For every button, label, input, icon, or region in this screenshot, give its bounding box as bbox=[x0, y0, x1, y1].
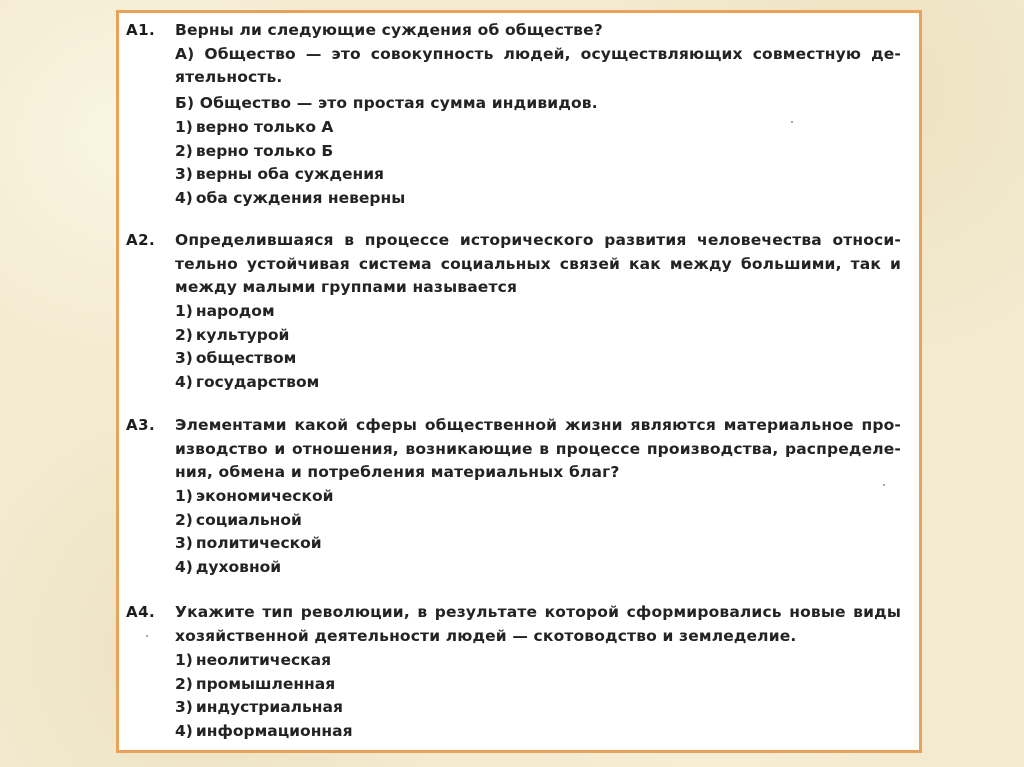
option-number: 3) bbox=[175, 165, 193, 183]
option-label: информационная bbox=[195, 721, 353, 740]
option-label: промышленная bbox=[195, 674, 336, 693]
question-number: А2. bbox=[126, 231, 156, 249]
option-label: верно только А bbox=[195, 118, 334, 136]
question-text-line: Элементами какой сферы общественной жизни являются материальное про- bbox=[175, 416, 901, 434]
options-list bbox=[175, 300, 575, 394]
question-number: А1. bbox=[126, 21, 156, 39]
option-label: народом bbox=[195, 302, 275, 320]
statement-a-line-1: А) Общество — это совокупность людей, осуществляющих совместную де- bbox=[175, 44, 901, 63]
option-number: 4) bbox=[175, 557, 193, 576]
option-2[interactable] bbox=[175, 509, 575, 533]
option-3[interactable] bbox=[175, 696, 575, 720]
scan-speck bbox=[883, 484, 885, 486]
option-4[interactable] bbox=[175, 187, 575, 211]
option-number: 3) bbox=[175, 698, 193, 716]
option-label: политической bbox=[195, 534, 322, 552]
question-text-line: ния, обмена и потребления материальных благ? bbox=[175, 463, 620, 481]
question-text-line: Верны ли следующие суждения об обществе? bbox=[175, 21, 603, 39]
option-label: неолитическая bbox=[195, 651, 332, 669]
option-label: оба суждения неверны bbox=[195, 188, 406, 207]
option-2[interactable] bbox=[175, 140, 575, 164]
option-number: 2) bbox=[175, 141, 193, 160]
option-1[interactable] bbox=[175, 649, 575, 673]
question-text-line: между малыми группами называется bbox=[175, 278, 518, 296]
options-list bbox=[175, 116, 575, 210]
question-text-line: тельно устойчивая система социальных связей как между большими, так и bbox=[175, 254, 901, 273]
option-number: 1) bbox=[175, 651, 193, 669]
option-2[interactable] bbox=[175, 324, 575, 348]
option-label: верны оба суждения bbox=[195, 165, 385, 183]
option-label: индустриальная bbox=[195, 698, 343, 716]
option-label: экономической bbox=[195, 487, 334, 505]
test-sheet bbox=[116, 10, 922, 753]
question-text-line: изводство и отношения, возникающие в процессе производства, распределе- bbox=[175, 439, 901, 458]
option-number: 2) bbox=[175, 674, 193, 693]
options-list bbox=[175, 485, 575, 579]
scan-speck bbox=[791, 121, 793, 123]
question-text bbox=[175, 229, 901, 300]
option-3[interactable] bbox=[175, 532, 575, 556]
option-number: 4) bbox=[175, 372, 193, 391]
option-2[interactable] bbox=[175, 673, 575, 697]
question-text bbox=[175, 601, 901, 648]
option-number: 1) bbox=[175, 118, 193, 136]
statement-b: Б) Общество — это простая сумма индивидов. bbox=[175, 93, 598, 112]
option-number: 2) bbox=[175, 325, 193, 344]
option-number: 1) bbox=[175, 302, 193, 320]
option-1[interactable] bbox=[175, 485, 575, 509]
option-label: духовной bbox=[195, 557, 282, 576]
question-text bbox=[175, 19, 901, 115]
options-list bbox=[175, 649, 575, 743]
option-label: государством bbox=[195, 372, 320, 391]
question-text-line: Определившаяся в процессе исторического развития человечества относи- bbox=[175, 231, 901, 249]
option-number: 1) bbox=[175, 487, 193, 505]
option-label: верно только Б bbox=[195, 141, 334, 160]
question-text-line: Укажите тип революции, в результате которой сформировались новые виды bbox=[175, 603, 901, 621]
statement-a-line-2: ятельность. bbox=[175, 68, 283, 86]
option-3[interactable] bbox=[175, 163, 575, 187]
option-1[interactable] bbox=[175, 116, 575, 140]
option-label: социальной bbox=[195, 510, 302, 529]
option-1[interactable] bbox=[175, 300, 575, 324]
question-text bbox=[175, 414, 901, 485]
option-number: 3) bbox=[175, 349, 193, 367]
option-label: обществом bbox=[195, 349, 297, 367]
option-3[interactable] bbox=[175, 347, 575, 371]
scan-speck bbox=[146, 635, 148, 637]
option-number: 4) bbox=[175, 721, 193, 740]
option-number: 3) bbox=[175, 534, 193, 552]
option-4[interactable] bbox=[175, 556, 575, 580]
option-label: культурой bbox=[195, 325, 290, 344]
option-number: 2) bbox=[175, 510, 193, 529]
question-number: А3. bbox=[126, 416, 156, 434]
question-number: А4. bbox=[126, 603, 156, 621]
option-4[interactable] bbox=[175, 720, 575, 744]
question-text-line: хозяйственной деятельности людей — скотоводство и земледелие. bbox=[175, 626, 797, 645]
option-number: 4) bbox=[175, 188, 193, 207]
option-4[interactable] bbox=[175, 371, 575, 395]
